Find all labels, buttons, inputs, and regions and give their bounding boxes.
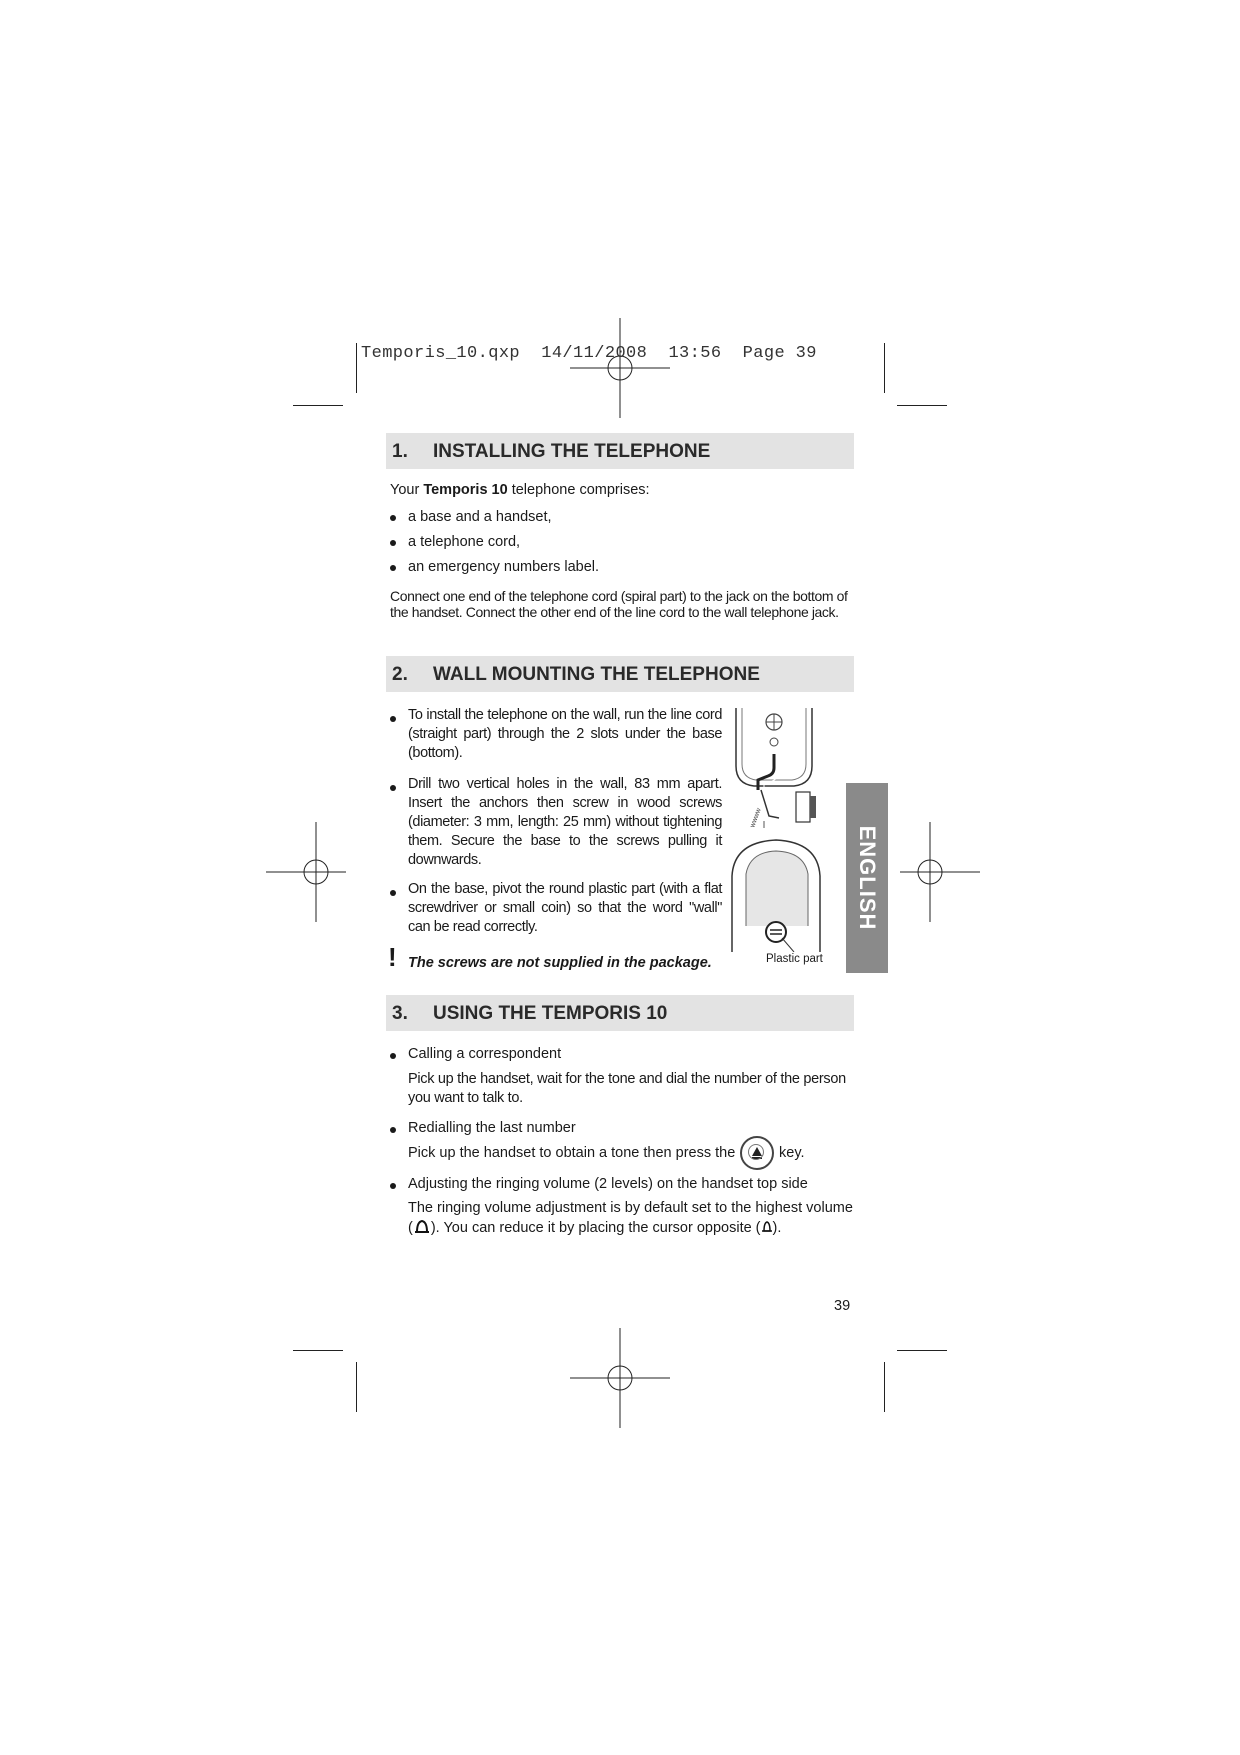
section-title: USING THE TEMPORIS 10	[433, 1003, 668, 1024]
wall-mount-illustration	[724, 706, 836, 952]
section-heading-2	[386, 656, 854, 692]
bell-low-icon	[761, 1220, 773, 1234]
crop-mark	[356, 343, 357, 393]
registration-mark	[900, 822, 980, 922]
intro-post: telephone comprises:	[507, 482, 650, 498]
list-item: a telephone cord,	[408, 534, 521, 550]
crop-mark	[356, 1362, 357, 1412]
redial-text-end: key.	[779, 1145, 805, 1161]
bullet-icon	[390, 890, 396, 896]
bell-high-icon	[413, 1218, 431, 1236]
list-item: a base and a handset,	[408, 509, 552, 525]
section-title: WALL MOUNTING THE TELEPHONE	[433, 664, 760, 685]
ring-paren-close: ).	[772, 1220, 782, 1236]
figure-caption: Plastic part	[766, 953, 823, 965]
intro-text	[390, 481, 850, 500]
bullet-icon	[390, 1183, 396, 1189]
product-name: Temporis 10	[423, 482, 508, 498]
ring-text-middle: ). You can reduce it by placing the cursor opposite (	[430, 1220, 761, 1236]
bullet-icon	[390, 1053, 396, 1059]
section-heading-1	[386, 433, 854, 469]
svg-text:wwww: wwww	[749, 807, 763, 829]
intro-pre: Your	[390, 482, 424, 498]
registration-mark	[266, 822, 346, 922]
bullet-icon	[390, 1127, 396, 1133]
registration-mark	[570, 318, 670, 418]
bullet-icon	[390, 540, 396, 546]
list-item: an emergency numbers label.	[408, 559, 600, 575]
page-number: 39	[834, 1298, 851, 1314]
connect-paragraph: Connect one end of the telephone cord (spiral part) to the jack on the bottom of the handset. Connect the other end of the line cord to the wall telephone jack.	[390, 588, 848, 620]
redial-text: Pick up the handset to obtain a tone then press the	[408, 1145, 736, 1161]
crop-mark	[884, 1362, 885, 1412]
crop-mark	[884, 343, 885, 393]
list-item: On the base, pivot the round plastic part (with a flat screwdriver or small coin) so that the word "wall" can be read correctly.	[408, 881, 722, 935]
bullet-icon	[390, 515, 396, 521]
language-tab-label: ENGLISH	[855, 825, 880, 931]
ring-text: The ringing volume adjustment is by default set to the highest volume	[408, 1200, 853, 1216]
section-title: INSTALLING THE TELEPHONE	[433, 441, 711, 462]
list-item: Drill two vertical holes in the wall, 83 mm apart. Insert the anchors then screw in wood screws (diameter: 3 mm, length: 25 mm) without tightening them. Secure the base to the screws pulling it downwards.	[408, 776, 722, 868]
crop-mark	[293, 405, 343, 406]
ring-title: Adjusting the ringing volume (2 levels) on the handset top side	[408, 1176, 808, 1192]
section-number: 2.	[392, 664, 408, 685]
calling-title: Calling a correspondent	[408, 1046, 562, 1062]
warning-icon: !	[388, 942, 397, 972]
list-item: To install the telephone on the wall, run the line cord (straight part) through the 2 slots under the base (bottom).	[408, 707, 722, 761]
section-number: 3.	[392, 1003, 408, 1024]
language-tab	[846, 783, 888, 973]
bullet-icon	[390, 785, 396, 791]
crop-mark	[293, 1350, 343, 1351]
ring-paren-open: (	[408, 1220, 413, 1236]
redial-title: Redialling the last number	[408, 1120, 576, 1136]
ring-text-line2	[408, 1218, 781, 1238]
crop-mark	[897, 405, 947, 406]
warning-note: The screws are not supplied in the package.	[408, 955, 712, 971]
registration-mark	[570, 1328, 670, 1428]
section-heading-3	[386, 995, 854, 1031]
print-slug: Temporis_10.qxp 14/11/2008 13:56 Page 39	[361, 344, 817, 363]
bullet-icon	[390, 565, 396, 571]
bullet-icon	[390, 716, 396, 722]
section-number: 1.	[392, 441, 408, 462]
calling-text: Pick up the handset, wait for the tone and dial the number of the person you want to talk to.	[408, 1071, 846, 1106]
crop-mark	[897, 1350, 947, 1351]
redial-key-icon	[740, 1136, 774, 1170]
